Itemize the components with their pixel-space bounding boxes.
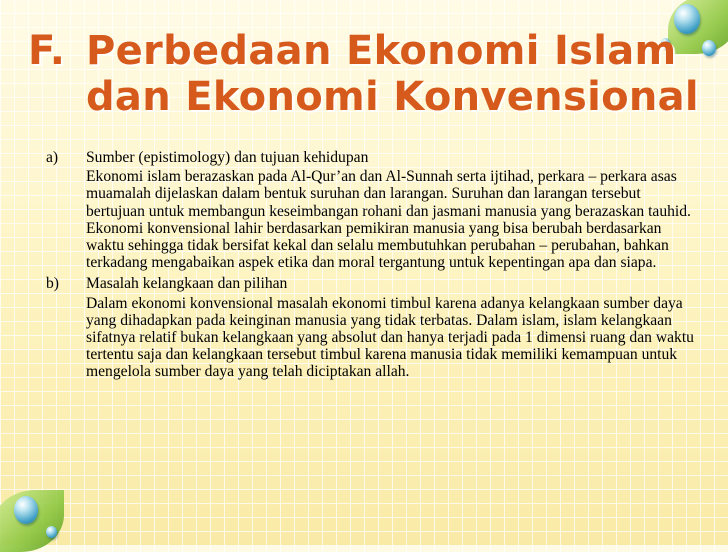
water-drop-decoration-bottom-left bbox=[14, 496, 38, 524]
list-item-text: Ekonomi islam berazaskan pada Al-Qur’an dan Al-Sunnah serta ijtihad, perkara – perkara asas muamalah dijelaskan dalam bentuk suruhan dan larangan. Suruhan dan larangan tersebut bertujuan untuk membangun keseimbangan rohani dan jasmani manusia yang berazaskan tauhid. Ekonomi konvensional lahir berdasarkan pemikiran manusia yang bisa berubah berdasarkan waktu sehingga tidak bersifat kekal dan selalu membutuhkan perubahan – perubahan, bahkan terkadang mengabaikan aspek etika dan moral tergantung untuk kepentingan apa dan siapa. bbox=[86, 168, 691, 272]
slide-title-number: F. bbox=[28, 28, 66, 74]
list-item-body bbox=[86, 275, 694, 380]
slide-body bbox=[46, 149, 694, 381]
list-item bbox=[46, 275, 694, 380]
water-drop-decoration-bottom-left-small bbox=[46, 526, 57, 538]
list-marker: b) bbox=[46, 275, 59, 293]
list-item bbox=[46, 149, 694, 271]
list-item-text: Dalam ekonomi konvensional masalah ekonomi timbul karena adanya kelangkaan sumber daya yang dihadapkan pada keinginan manusia yang tidak terbatas. Dalam islam, islam kelangkaan sifatnya relatif bukan kelangkaan yang absolut dan hanya terjadi pada 1 dimensi ruang dan waktu tertentu saja dan kelangkaan tersebut timbul karena manusia tidak memiliki kemampuan untuk mengelola sumber daya yang telah diciptakan allah. bbox=[86, 294, 694, 381]
slide-title bbox=[28, 28, 708, 120]
list-item-heading: Sumber (epistimology) dan tujuan kehidupan bbox=[86, 149, 369, 166]
slide-title-line2: dan Ekonomi Konvensional bbox=[86, 74, 699, 120]
list-item-body bbox=[86, 149, 694, 271]
list-marker: a) bbox=[46, 149, 59, 166]
list-item-heading: Masalah kelangkaan dan pilihan bbox=[86, 275, 288, 293]
slide-title-line1: Perbedaan Ekonomi Islam bbox=[86, 28, 677, 74]
